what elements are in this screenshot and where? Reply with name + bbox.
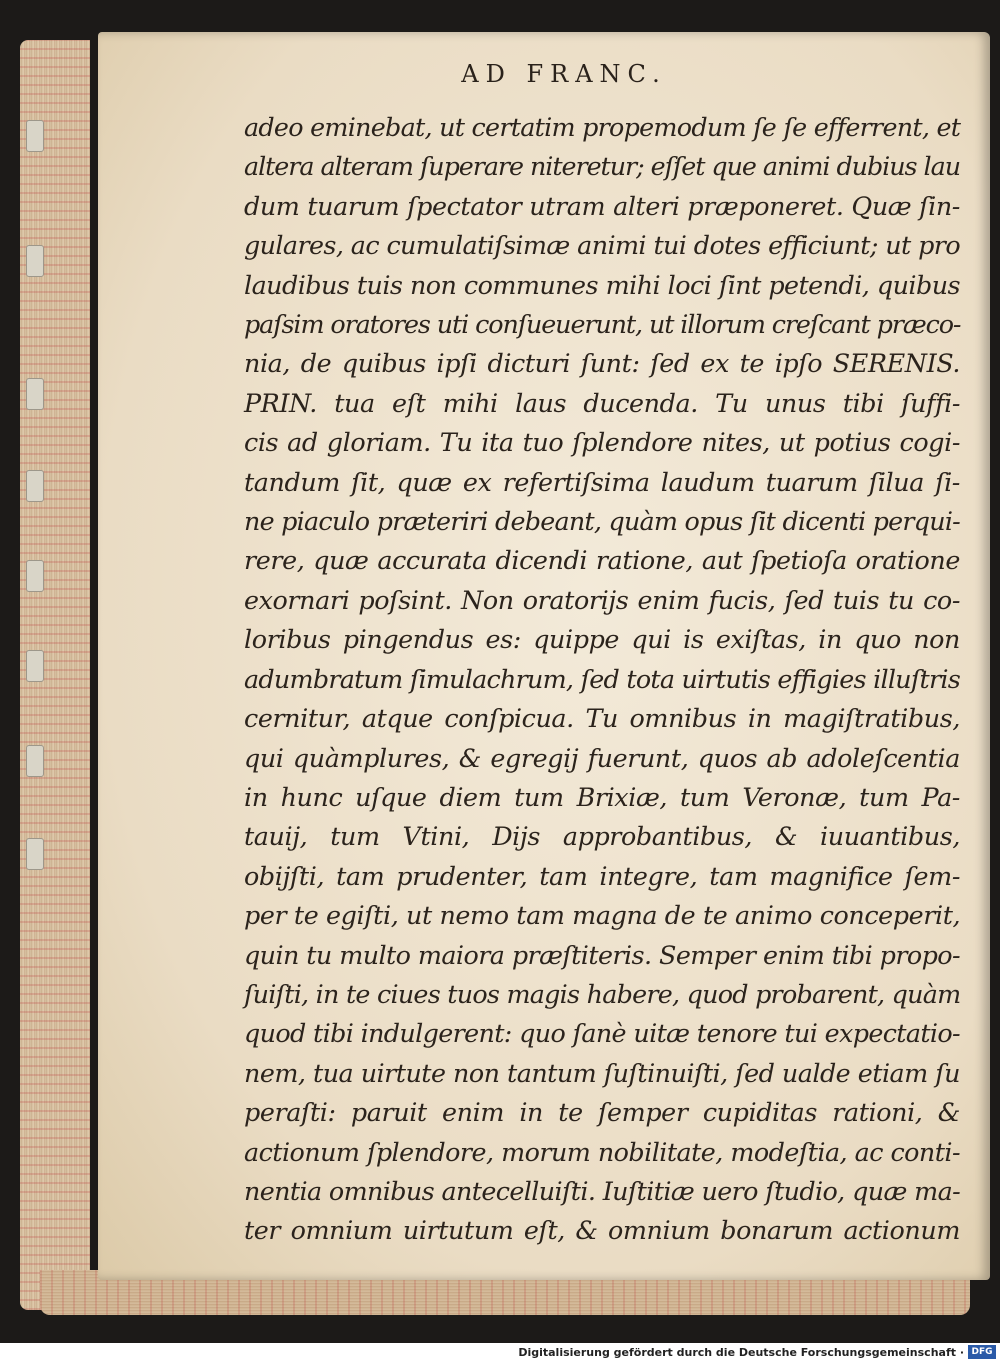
index-tab [26,120,44,152]
text-line: per te egiſti, ut nemo tam magna de te animo conceperit, [244,900,961,931]
text-line: ſuiſti, in te ciues tuos magis habere, quod probarent, quàm [244,978,961,1009]
text-line: cis ad gloriam. Tu ita tuo ſplendore nites, ut potius cogi- [244,427,960,458]
index-tab [26,560,44,592]
text-line: dum tuarum ſpectator utram alteri præponeret. Quæ ſin- [244,190,960,221]
text-line: in hunc uſque diem tum Brixiæ, tum Veronæ, tum Pa- [244,781,960,812]
body-text [244,108,960,1251]
text-line: cernitur, atque conſpicua. Tu omnibus in magiſtratibus, [244,703,960,734]
text-line: nentia omnibus antecelluiſti. Iuſtitiæ uero ſtudio, quæ ma- [244,1175,961,1206]
index-tab [26,650,44,682]
text-line: qui quàmplures, & egregij fuerunt, quos ab adoleſcentia [244,742,960,773]
text-line: PRIN. tua eſt mihi laus ducenda. Tu unus tibi ſuffi- [244,387,960,418]
text-line: adumbratum ſimulachrum, ſed tota uirtutis effigies illuſtris [244,663,960,694]
index-tab [26,745,44,777]
funding-footer [0,1343,1000,1363]
text-line: quod tibi indulgerent: quo ſanè uitæ tenore tui expectatio- [244,1018,960,1049]
text-line: loribus pingendus es: quippe qui is exiſtas, in quo non [244,624,960,655]
text-line: tandum ſit, quæ ex refertiſsima laudum tuarum ſilua ſi- [244,466,960,497]
text-line: paſsim oratores uti conſueuerunt, ut illorum creſcant præco- [244,309,961,340]
text-line: peraſti: paruit enim in te ſemper cupiditas rationi, & [244,1097,960,1128]
index-tab [26,378,44,410]
text-line: tauij, tum Vtini, Dijs approbantibus, & iuuantibus, [244,821,960,852]
running-head: AD FRANC. [461,60,667,88]
index-tab [26,245,44,277]
text-line: adeo eminebat, ut certatim propemodum ſe ſe efferrent, et [244,112,961,142]
index-tab [26,838,44,870]
text-line: rere, quæ accurata dicendi ratione, aut ſpetioſa oratione [244,545,960,576]
text-line: ter omnium uirtutum eſt, & omnium bonarum actionum [244,1215,960,1246]
text-line: obijſti, tam prudenter, tam integre, tam magnifice ſem- [244,860,960,891]
text-line: actionum ſplendore, morum nobilitate, modeſtia, ac conti- [244,1136,960,1167]
text-line: nia, de quibus ipſi dicturi ſunt: ſed ex te ipſo SERENIS. [244,348,960,379]
text-line: altera alteram ſuperare niteretur; eſſet que animi dubius lau [244,151,960,182]
text-line: gulares, ac cumulatiſsimæ animi tui dotes efficiunt; ut pro [244,230,960,261]
funding-credit: Digitalisierung gefördert durch die Deutsche Forschungsgemeinschaft · [518,1346,964,1359]
dfg-logo: DFG [968,1345,996,1359]
book-page [98,32,990,1280]
text-line: laudibus tuis non communes mihi loci ſint petendi, quibus [244,269,960,300]
text-line: exornari poſsint. Non oratorijs enim fucis, ſed tuis tu co- [244,584,960,615]
text-line: quin tu multo maiora præſtiteris. Semper enim tibi propo- [244,939,960,970]
text-line: nem, tua uirtute non tantum ſuſtinuiſti, ſed ualde etiam ſu [244,1057,960,1088]
text-line: ne piaculo præteriri debeant, quàm opus ſit dicenti perqui- [244,506,960,537]
index-tab [26,470,44,502]
